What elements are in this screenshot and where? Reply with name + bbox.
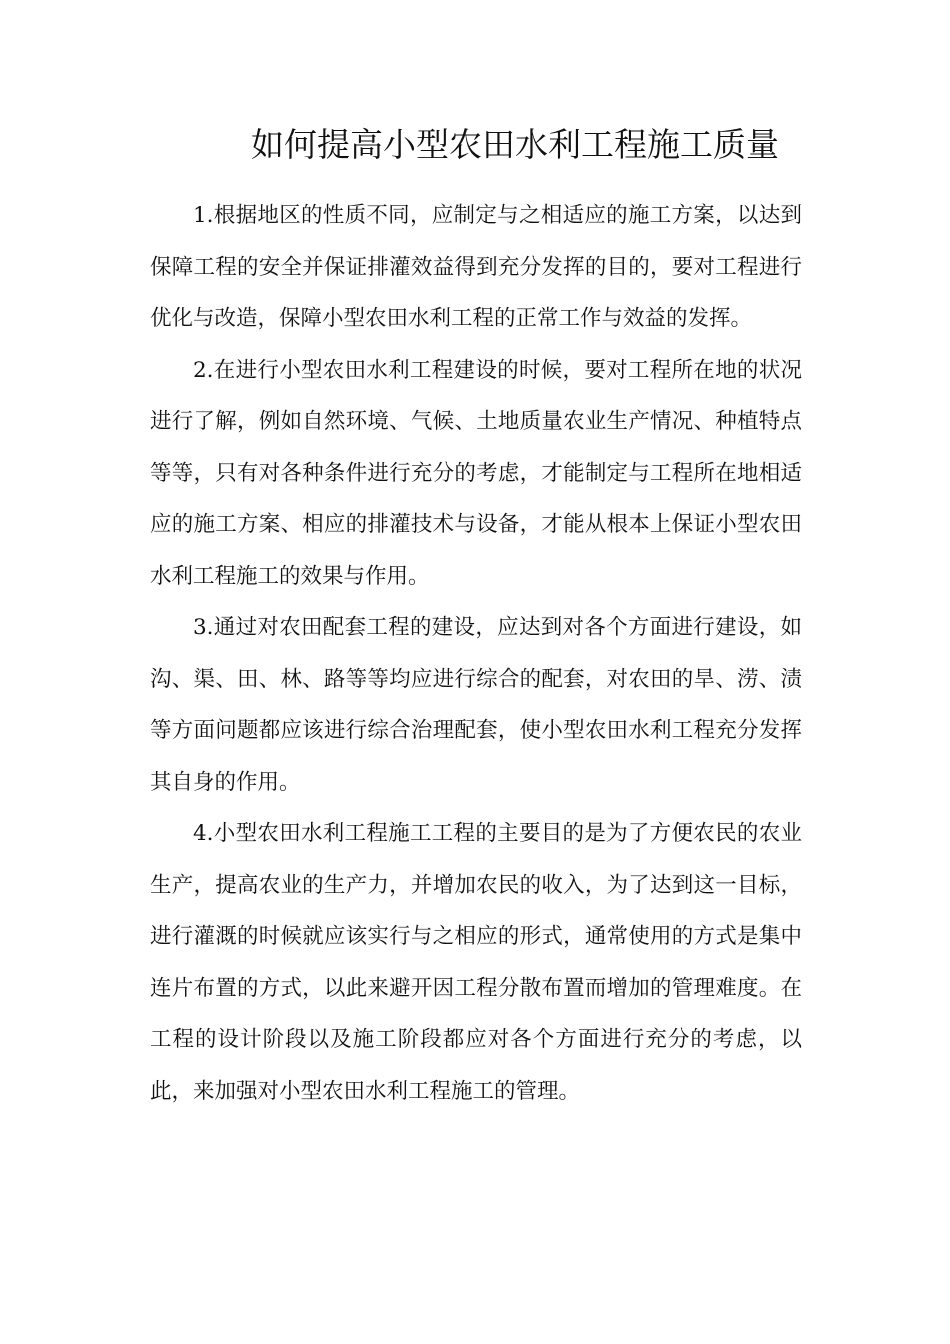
paragraph-2: 2.在进行小型农田水利工程建设的时候，要对工程所在地的状况进行了解，例如自然环境、气候、土地质量农业生产情况、种植特点等等，只有对各种条件进行充分的考虑，才能制定与工程所在地相适应的施工方案、相应的排灌技术与设备，才能从根本上保证小型农田水利工程施工的效果与作用。 [150,357,802,589]
paragraph-1: 1.根据地区的性质不同，应制定与之相适应的施工方案，以达到保障工程的安全并保证排灌效益得到充分发挥的目的，要对工程进行优化与改造，保障小型农田水利工程的正常工作与效益的发挥。 [150,203,802,331]
document-title: 如何提高小型农田水利工程施工质量 [251,125,779,164]
document-body [150,190,802,1117]
paragraph-4: 4.小型农田水利工程施工工程的主要目的是为了方便农民的农业生产，提高农业的生产力，并增加农民的收入，为了达到这一目标，进行灌溉的时候就应该实行与之相应的形式，通常使用的方式是集中连片布置的方式，以此来避开因工程分散布置而增加的管理难度。在工程的设计阶段以及施工阶段都应对各个方面进行充分的考虑，以此，来加强对小型农田水利工程施工的管理。 [150,821,802,1104]
paragraph-3: 3.通过对农田配套工程的建设，应达到对各个方面进行建设，如沟、渠、田、林、路等等均应进行综合的配套，对农田的旱、涝、渍等方面问题都应该进行综合治理配套，使小型农田水利工程充分发挥其自身的作用。 [150,615,802,795]
